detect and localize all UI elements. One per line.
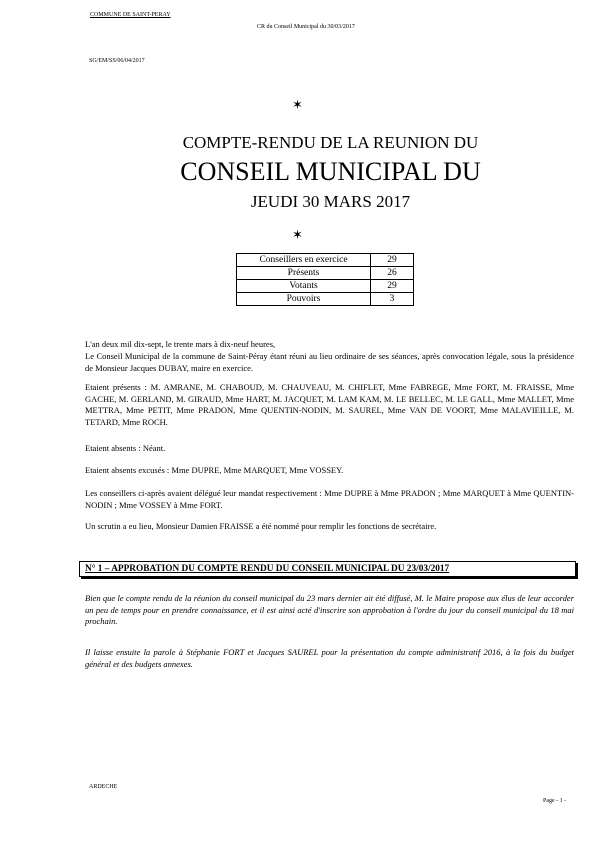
header-commune: COMMUNE DE SAINT-PERAY xyxy=(90,12,171,18)
title-line-2: CONSEIL MUNICIPAL DU xyxy=(180,157,481,186)
attendance-table xyxy=(236,253,414,306)
presents-list: Etaient présents : M. AMRANE, M. CHABOUD, M. CHAUVEAU, M. CHIFLET, Mme FABREGE, Mme FORT, M. FRAISSE, Mme GACHE, M. GERLAND, M. GIRAUD, Mme HART, M. JACQUET, M. LAM KAM, M. LE BELLEC, M. LE GALL, Mme MALLET, Mme METTRA, Mme PETIT, Mme PRADON, Mme QUENTIN-NODIN, M. SAUREL, Mme VAN DE VOORT, Mme MALAVIEILLE, M. TETARD, Mme ROCH. xyxy=(85,382,574,427)
proxies-paragraph: Les conseillers ci-après avaient délégué leur mandat respectivement : Mme DUPRE à Mme PRADON ; Mme MARQUET à Mme QUENTIN-NODIN ; Mme VOSSEY à Mme FORT. xyxy=(85,488,574,510)
footer-page-number: Page - 1 - xyxy=(543,798,567,804)
intro-date-line: L'an deux mil dix-sept, le trente mars à dix-neuf heures, xyxy=(85,339,276,349)
section-1-paragraph-1: Bien que le compte rendu de la réunion du conseil municipal du 23 mars dernier ait été diffusé, M. le Maire propose aux élus de leur accorder un peu de temps pour en prendre connaissance, et il est ainsi acté d'inscrire son approbation à l'ordre du jour du conseil municipal du 18 mai prochain. xyxy=(85,593,574,626)
count-value: 3 xyxy=(371,293,414,306)
secretary-line: Un scrutin a eu lieu, Monsieur Damien FRAISSE a été nommé pour remplir les fonctions de secrétaire. xyxy=(85,521,437,531)
count-value: 29 xyxy=(371,254,414,267)
intro-assembly: Le Conseil Municipal de la commune de Saint-Péray étant réuni au lieu ordinaire de ses séances, après convocation légale, sous la présidence de Monsieur Jacques DUBAY, maire en exercice. xyxy=(85,351,574,373)
section-1-paragraph-2: Il laisse ensuite la parole à Stéphanie FORT et Jacques SAUREL pour la présentation du compte administratif 2016, à la fois du budget général et des budgets annexes. xyxy=(85,647,574,669)
count-label: Votants xyxy=(237,280,371,293)
count-label: Pouvoirs xyxy=(237,293,371,306)
count-value: 29 xyxy=(371,280,414,293)
star-ornament-icon: ✶ xyxy=(292,227,303,242)
header-subtitle: CR du Conseil Municipal du 30/03/2017 xyxy=(257,24,355,30)
document-reference: SG/EM/SS/06/04/2017 xyxy=(89,58,145,64)
count-label: Conseillers en exercice xyxy=(237,254,371,267)
footer-department: ARDECHE xyxy=(89,784,118,790)
title-line-1: COMPTE-RENDU DE LA REUNION DU xyxy=(182,133,479,152)
count-value: 26 xyxy=(371,267,414,280)
title-line-3: JEUDI 30 MARS 2017 xyxy=(250,192,411,211)
star-ornament-icon: ✶ xyxy=(292,97,303,112)
table-row xyxy=(237,293,414,306)
absents-line: Etaient absents : Néant. xyxy=(85,443,166,453)
table-row xyxy=(237,267,414,280)
table-row xyxy=(237,254,414,267)
section-1-heading: N° 1 – APPROBATION DU COMPTE RENDU DU CONSEIL MUNICIPAL DU 23/03/2017 xyxy=(79,561,576,577)
count-label: Présents xyxy=(237,267,371,280)
excused-line: Etaient absents excusés : Mme DUPRE, Mme MARQUET, Mme VOSSEY. xyxy=(85,465,344,475)
table-row xyxy=(237,280,414,293)
